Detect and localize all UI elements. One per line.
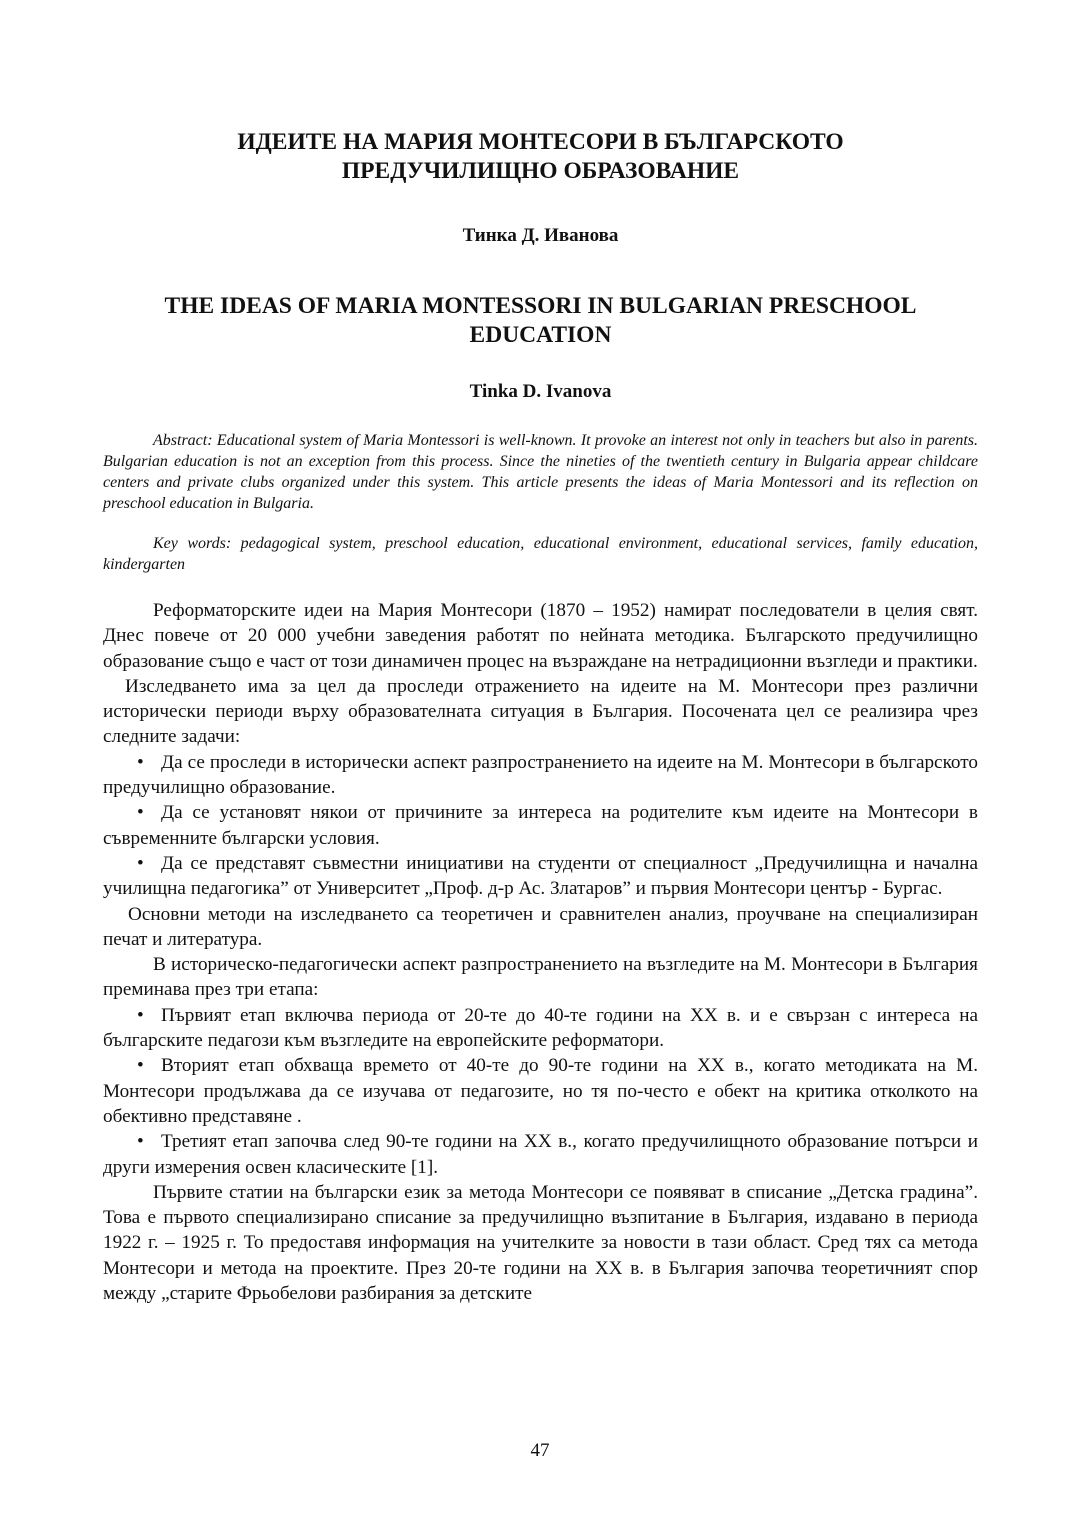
paragraph-intro: Реформаторските идеи на Мария Монтесори (1870 – 1952) намират последователи в целия свят. Днес повече от 20 000 учебни заведения работят по нейната методика. Българското предучилищно образование също е част от този динамичен процес на възраждане на нетрадиционни възгледи и практики. xyxy=(103,600,978,672)
body-text xyxy=(103,598,978,1306)
bullet-icon: • xyxy=(137,802,144,824)
author-english: Tinka D. Ivanova xyxy=(469,381,612,402)
title-bulgarian-line-1: ИДЕИТЕ НА МАРИЯ МОНТЕСОРИ В БЪЛГАРСКОТО xyxy=(237,129,844,155)
paragraph-stages-intro: В историческо-педагогически аспект разпространението на възгледите на М. Монтесори в България преминава през три етапа: xyxy=(103,954,978,1001)
title-bulgarian-line-2: ПРЕДУЧИЛИЩНО ОБРАЗОВАНИЕ xyxy=(341,158,740,184)
paper-page xyxy=(103,128,978,1306)
task-text: Да се представят съвместни инициативи на студенти от специалност „Предучилищна и начална училищна педагогика” от Университет „Проф. д-р Ас. Златаров” и първия Монтесори център - Бургас. xyxy=(103,852,978,900)
title-english-line-1: THE IDEAS OF MARIA MONTESSORI IN BULGARIAN PRESCHOOL xyxy=(164,293,917,319)
title-bulgarian xyxy=(103,128,978,186)
paragraph-first-articles: Първите статии на български език за метода Монтесори се появяват в списание „Детска градина”. Това е първото специализирано списание за предучилищно възпитание в България, издавано в периода 1922 г. – 1925 г. То предоставя информация на учителките за новости в тази област. Сред тях са метода Монтесори и метода на проектите. През 20-те години на XX в. в България започва теоретичният спор между „старите Фрьобелови разбирания за детските xyxy=(103,1181,978,1305)
bullet-icon: • xyxy=(137,1131,144,1153)
title-english-line-2: EDUCATION xyxy=(469,322,612,348)
paragraph-aim: Изследването има за цел да проследи отражението на идеите на М. Монтесори през различни исторически периоди върху образователната ситуация в България. Посочената цел се реализира чрез следните задачи: xyxy=(103,675,978,748)
paragraph-methods: Основни методи на изследването са теоретичен и сравнителен анализ, проучване на специализиран печат и литература. xyxy=(103,903,978,950)
title-english xyxy=(103,292,978,350)
stage-item xyxy=(103,1053,978,1129)
keywords: Key words: pedagogical system, preschool education, educational environment, educational services, family education, kindergarten xyxy=(103,535,978,573)
stage-item xyxy=(103,1129,978,1180)
bullet-icon: • xyxy=(137,1055,144,1077)
bullet-icon: • xyxy=(137,1004,144,1026)
task-item xyxy=(103,750,978,801)
author-bulgarian: Тинка Д. Иванова xyxy=(462,225,619,246)
task-item xyxy=(103,800,978,851)
stage-text: Третият етап започва след 90-те години на XX в., когато предучилищното образование потърси и други измерения освен класическите [1]. xyxy=(103,1131,978,1178)
bullet-icon: • xyxy=(137,751,144,773)
page-number: 47 xyxy=(530,1440,550,1461)
stage-item xyxy=(103,1003,978,1054)
stage-text: Вторият етап обхваща времето от 40-те до 90-те години на XX в., когато методиката на М. Монтесори продължава да се изучава от педагозите, но тя по-често е обект на критика отколкото на обективно представяне . xyxy=(103,1055,978,1127)
task-text: Да се установят някои от причините за интереса на родителите към идеите на Монтесори в съвременните български условия. xyxy=(103,802,978,849)
bullet-icon: • xyxy=(137,852,144,874)
stage-text: Първият етап включва периода от 20-те до 40-те години на XX в. и е свързан с интереса на българските педагози към възгледите на европейските реформатори. xyxy=(103,1004,978,1052)
task-text: Да се проследи в исторически аспект разпространението на идеите на М. Монтесори в българското предучилищно образование. xyxy=(103,751,978,799)
abstract: Abstract: Educational system of Maria Montessori is well-known. It provoke an interest not only in teachers but also in parents. Bulgarian education is not an exception from this process. Since the nineties of the twentieth century in Bulgaria appear childcare centers and private clubs organized under this system. This article presents the ideas of Maria Montessori and its reflection on preschool education in Bulgaria. xyxy=(103,432,978,512)
task-item xyxy=(103,851,978,902)
